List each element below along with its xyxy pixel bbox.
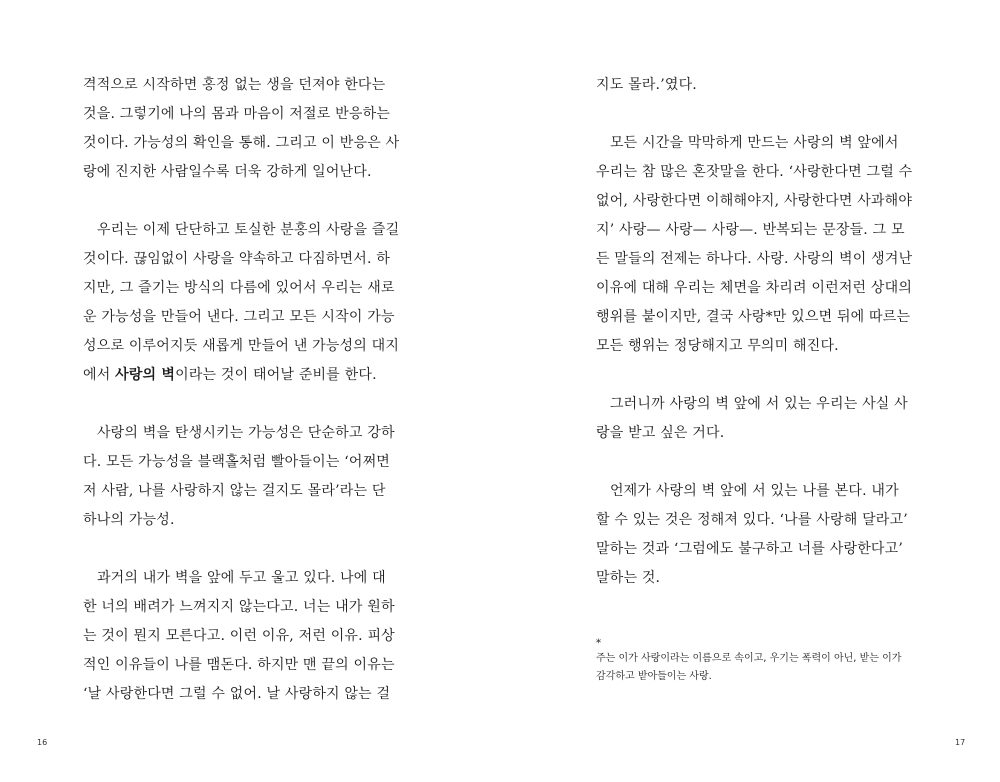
body-line-text: 언제가 사랑의 벽 앞에 서 있는 나를 본다. 내가: [609, 483, 899, 499]
body-text-segment: 이라는 것이 태어날 준비를 한다.: [175, 367, 377, 383]
body-line: [596, 129, 912, 158]
body-line: 지만, 그 즐기는 방식의 다름에 있어서 우리는 새로: [83, 280, 395, 296]
body-line: 성으로 이루어지듯 새롭게 만들어 낸 가능성의 대지: [83, 338, 400, 354]
body-line-text: 과거의 내가 벽을 앞에 두고 울고 있다. 나에 대: [96, 570, 386, 586]
body-line: 든 말들의 전제는 하나다. 사랑. 사랑의 벽이 생겨난: [596, 251, 913, 267]
body-line-text: 우리는 이제 단단하고 토실한 분홍의 사랑을 즐길: [96, 222, 400, 238]
body-line: [83, 564, 399, 593]
paragraph-gap: [83, 535, 399, 564]
body-line: [83, 419, 399, 448]
footnote-line: 감각하고 받아들이는 사랑.: [596, 671, 712, 682]
body-line: [596, 390, 912, 419]
body-line-text: 모든 시간을 막막하게 만드는 사랑의 벽 앞에서: [609, 135, 899, 151]
body-line: 것이다. 가능성의 확인을 통해. 그리고 이 반응은 사: [83, 135, 400, 151]
body-line: 적인 이유들이 나를 맴돈다. 하지만 맨 끝의 이유는: [83, 657, 395, 673]
left-page-body: [83, 71, 399, 709]
body-text-segment: 에서: [83, 367, 116, 383]
body-line: [596, 477, 912, 506]
page-number-right: 17: [955, 738, 966, 747]
body-line: [83, 361, 399, 390]
body-line: 지’ 사랑— 사랑— 사랑—. 반복되는 문장들. 그 모: [596, 222, 905, 238]
body-line: 행위를 붙이지만, 결국 사랑*만 있으면 뒤에 따르는: [596, 309, 911, 325]
body-line: 우리는 참 많은 혼잣말을 한다. ‘사랑한다면 그럴 수: [596, 164, 913, 180]
body-line: 하나의 가능성.: [83, 512, 175, 528]
body-line: 말하는 것.: [596, 570, 661, 586]
body-line: 지도 몰라.’였다.: [596, 77, 697, 93]
body-line: 랑에 진지한 사람일수록 더욱 강하게 일어난다.: [83, 164, 372, 180]
body-line-text: 그러니까 사랑의 벽 앞에 서 있는 우리는 사실 사: [609, 396, 908, 412]
body-line: 운 가능성을 만들어 낸다. 그리고 모든 시작이 가능: [83, 309, 395, 325]
paragraph-gap: [83, 187, 399, 216]
body-line: [83, 216, 399, 245]
page-number-left: 16: [37, 738, 48, 747]
paragraph-gap: [596, 361, 912, 390]
body-line-text: 사랑의 벽을 탄생시키는 가능성은 단순하고 강하: [96, 425, 395, 441]
body-line: 할 수 있는 것은 정해져 있다. ‘나를 사랑해 달라고’: [596, 512, 908, 528]
body-line: 다. 모든 가능성을 블랙홀처럼 빨아들이는 ‘어쩌면: [83, 454, 391, 470]
body-line: 모든 행위는 정당해지고 무의미 해진다.: [596, 338, 839, 354]
body-line: 없어, 사랑한다면 이해해야지, 사랑한다면 사과해야: [596, 193, 913, 209]
footnote: [596, 650, 901, 686]
body-line: 한 너의 배려가 느껴지지 않는다고. 너는 내가 원하: [83, 599, 395, 615]
emphasized-term: 사랑의 벽: [115, 367, 176, 383]
body-line: 저 사람, 나를 사랑하지 않는 걸지도 몰라’라는 단: [83, 483, 386, 499]
body-line: 것이다. 끊임없이 사랑을 약속하고 다짐하면서. 하: [83, 251, 391, 267]
body-line: ‘날 사랑한다면 그럴 수 없어. 날 사랑하지 않는 걸: [83, 686, 391, 702]
footnote-line: 주는 이가 사랑이라는 이름으로 속이고, 우기는 폭력이 아닌, 받는 이가: [596, 653, 902, 664]
footnote-marker: *: [596, 638, 601, 649]
right-page-body: [596, 71, 912, 593]
paragraph-gap: [596, 100, 912, 129]
body-line: 랑을 받고 싶은 거다.: [596, 425, 725, 441]
body-line: 이유에 대해 우리는 체면을 차리려 이런저런 상대의: [596, 280, 913, 296]
body-line: 것을. 그렇기에 나의 몸과 마음이 저절로 반응하는: [83, 106, 391, 122]
paragraph-gap: [83, 390, 399, 419]
body-line: 격적으로 시작하면 홍정 없는 생을 던져야 한다는: [83, 77, 386, 93]
body-line: 말하는 것과 ‘그럼에도 불구하고 너를 사랑한다고’: [596, 541, 904, 557]
body-line: 는 것이 뭔지 모른다고. 이런 이유, 저런 이유. 피상: [83, 628, 395, 644]
paragraph-gap: [596, 448, 912, 477]
